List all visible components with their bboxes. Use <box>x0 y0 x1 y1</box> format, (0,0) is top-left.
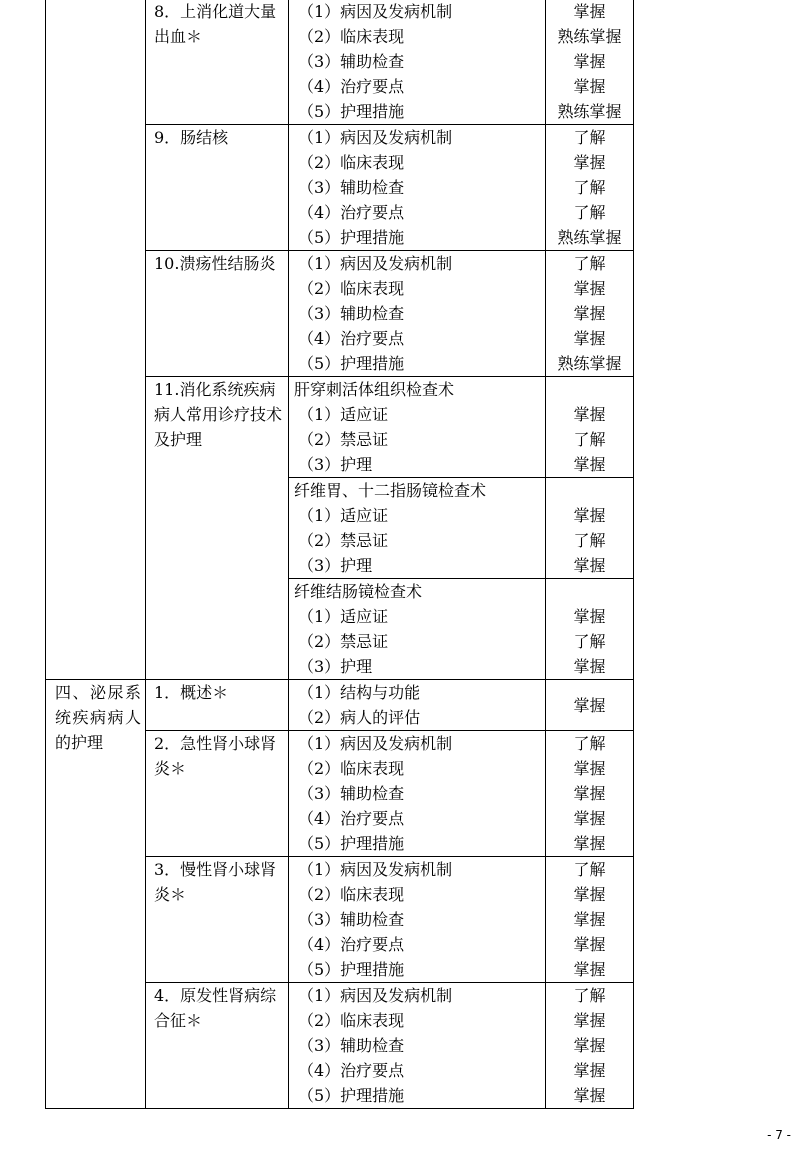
level-cell <box>546 579 634 680</box>
list-item: （2）临床表现 <box>298 885 405 904</box>
level-label: 掌握 <box>573 1061 606 1080</box>
list-item: （3）辅助检查 <box>298 784 405 803</box>
level-cell <box>546 857 634 983</box>
list-item: （2）临床表现 <box>298 759 405 778</box>
group-title: 纤维胃、十二指肠镜检查术 <box>294 481 487 500</box>
level-label: 了解 <box>573 430 606 449</box>
level-label: 了解 <box>573 203 606 222</box>
section-title-cell <box>46 680 146 1109</box>
level-label: 了解 <box>573 254 606 273</box>
list-item: （1）病因及发病机制 <box>298 254 453 273</box>
list-item: （5）护理措施 <box>298 834 405 853</box>
list-item: （1）病因及发病机制 <box>298 860 453 879</box>
level-label: 掌握 <box>573 1011 606 1030</box>
level-label: 掌握 <box>573 784 606 803</box>
content-cell <box>289 857 546 983</box>
level-cell <box>546 680 634 731</box>
list-item: （2）临床表现 <box>298 153 405 172</box>
list-item: （2）临床表现 <box>298 27 405 46</box>
level-label: 熟练掌握 <box>557 102 622 121</box>
list-item: （5）护理措施 <box>298 228 405 247</box>
list-item: （1）结构与功能 <box>298 683 421 702</box>
topic-cell: 11.消化系统疾病病人常用诊疗技术及护理 <box>146 377 289 680</box>
level-cell <box>546 478 634 579</box>
list-item: （4）治疗要点 <box>298 1061 405 1080</box>
level-label: 了解 <box>573 128 606 147</box>
list-item: （3）护理 <box>298 556 373 575</box>
content-cell <box>289 0 546 125</box>
topic-cell: 4．原发性肾病综合征＊ <box>146 983 289 1109</box>
level-label: 了解 <box>573 734 606 753</box>
section-cell-continued <box>46 0 146 680</box>
level-cell <box>546 251 634 377</box>
list-item: （1）适应证 <box>298 607 389 626</box>
table-row <box>46 0 634 125</box>
list-item: （2）临床表现 <box>298 1011 405 1030</box>
level-label: 掌握 <box>573 153 606 172</box>
level-label: 掌握 <box>573 695 606 715</box>
content-cell <box>289 680 546 731</box>
level-cell <box>546 125 634 251</box>
level-label: 掌握 <box>573 935 606 954</box>
list-item: （2）禁忌证 <box>298 632 389 651</box>
content-cell <box>289 579 546 680</box>
content-cell <box>289 377 546 478</box>
topic-cell: 8．上消化道大量出血＊ <box>146 0 289 125</box>
topic-cell: 1．概述＊ <box>146 680 289 731</box>
page-number: - 7 - <box>767 1128 791 1142</box>
level-label: 了解 <box>573 986 606 1005</box>
list-item: （5）护理措施 <box>298 1086 405 1105</box>
level-label: 掌握 <box>573 809 606 828</box>
content-cell <box>289 731 546 857</box>
content-cell <box>289 125 546 251</box>
level-label: 掌握 <box>573 834 606 853</box>
syllabus-table <box>45 0 634 1109</box>
level-cell <box>546 377 634 478</box>
level-label: 掌握 <box>573 329 606 348</box>
level-label: 掌握 <box>573 1086 606 1105</box>
level-label: 掌握 <box>573 657 606 676</box>
level-label: 熟练掌握 <box>557 354 622 373</box>
list-item: （5）护理措施 <box>298 102 405 121</box>
list-item: （4）治疗要点 <box>298 935 405 954</box>
level-label: 掌握 <box>573 405 606 424</box>
list-item: （2）禁忌证 <box>298 531 389 550</box>
level-label: 掌握 <box>573 607 606 626</box>
level-cell <box>546 983 634 1109</box>
level-label: 掌握 <box>573 304 606 323</box>
level-cell <box>546 731 634 857</box>
list-item: （4）治疗要点 <box>298 77 405 96</box>
list-item: （2）禁忌证 <box>298 430 389 449</box>
group-title: 肝穿刺活体组织检查术 <box>294 380 455 399</box>
content-cell <box>289 251 546 377</box>
level-label: 掌握 <box>573 77 606 96</box>
list-item: （3）辅助检查 <box>298 178 405 197</box>
list-item: （3）护理 <box>298 657 373 676</box>
list-item: （1）病因及发病机制 <box>298 734 453 753</box>
content-cell <box>289 983 546 1109</box>
section-title: 四、泌尿系统疾病病人的护理 <box>55 683 141 752</box>
topic-cell: 9．肠结核 <box>146 125 289 251</box>
group-title: 纤维结肠镜检查术 <box>294 582 423 601</box>
level-label: 了解 <box>573 632 606 651</box>
level-label: 了解 <box>573 860 606 879</box>
list-item: （4）治疗要点 <box>298 809 405 828</box>
level-label: 了解 <box>573 178 606 197</box>
level-label: 掌握 <box>573 506 606 525</box>
level-label: 掌握 <box>573 759 606 778</box>
topic-cell: 2．急性肾小球肾炎＊ <box>146 731 289 857</box>
level-label: 掌握 <box>573 455 606 474</box>
list-item: （1）病因及发病机制 <box>298 128 453 147</box>
list-item: （1）病因及发病机制 <box>298 2 453 21</box>
level-label: 掌握 <box>573 885 606 904</box>
list-item: （3）辅助检查 <box>298 910 405 929</box>
list-item: （5）护理措施 <box>298 354 405 373</box>
table-row <box>46 680 634 731</box>
level-label: 掌握 <box>573 52 606 71</box>
list-item: （4）治疗要点 <box>298 329 405 348</box>
level-label: 掌握 <box>573 2 606 21</box>
topic-cell: 10.溃疡性结肠炎 <box>146 251 289 377</box>
level-label: 掌握 <box>573 279 606 298</box>
list-item: （5）护理措施 <box>298 960 405 979</box>
level-label: 掌握 <box>573 1036 606 1055</box>
list-item: （3）辅助检查 <box>298 1036 405 1055</box>
level-cell <box>546 0 634 125</box>
list-item: （3）辅助检查 <box>298 304 405 323</box>
list-item: （3）护理 <box>298 455 373 474</box>
level-label: 掌握 <box>573 910 606 929</box>
list-item: （4）治疗要点 <box>298 203 405 222</box>
level-label: 熟练掌握 <box>557 228 622 247</box>
level-label: 了解 <box>573 531 606 550</box>
level-label: 掌握 <box>573 960 606 979</box>
content-cell <box>289 478 546 579</box>
list-item: （3）辅助检查 <box>298 52 405 71</box>
list-item: （2）病人的评估 <box>298 708 421 727</box>
list-item: （1）适应证 <box>298 506 389 525</box>
topic-cell: 3．慢性肾小球肾炎＊ <box>146 857 289 983</box>
level-label: 掌握 <box>573 556 606 575</box>
list-item: （2）临床表现 <box>298 279 405 298</box>
level-label: 熟练掌握 <box>557 27 622 46</box>
list-item: （1）适应证 <box>298 405 389 424</box>
list-item: （1）病因及发病机制 <box>298 986 453 1005</box>
